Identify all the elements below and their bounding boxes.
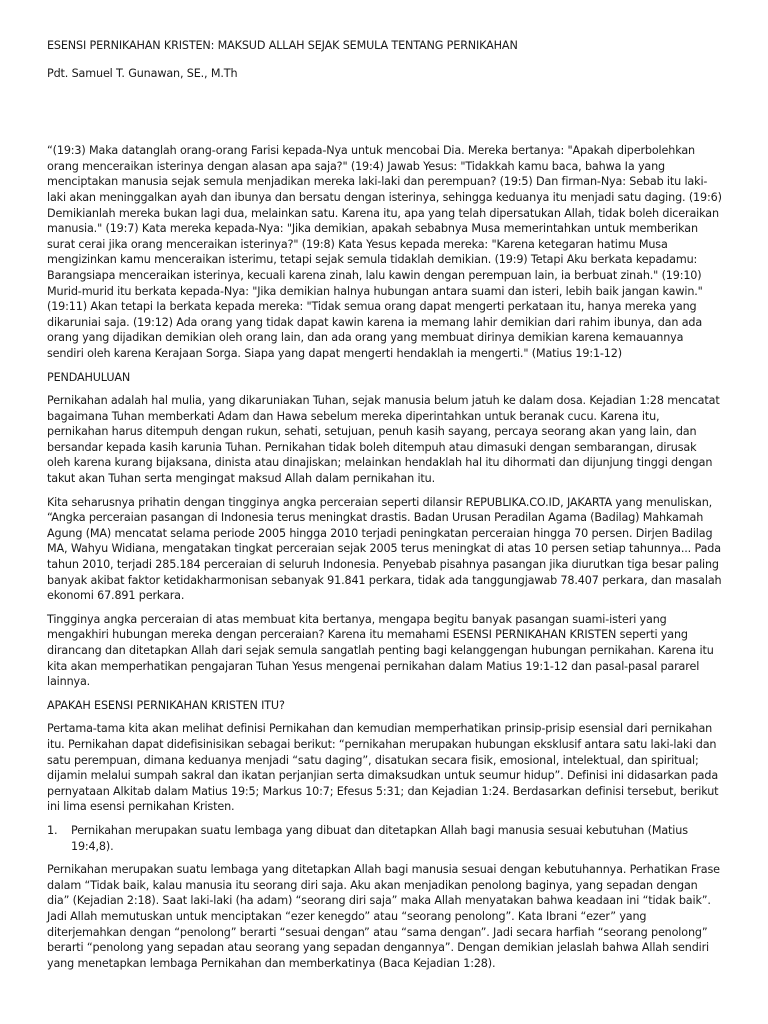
section-heading-esensi: APAKAH ESENSI PERNIKAHAN KRISTEN ITU?: [47, 698, 285, 712]
document-title: ESENSI PERNIKAHAN KRISTEN: MAKSUD ALLAH SEJAK SEMULA TENTANG PERNIKAHAN: [47, 39, 518, 52]
paragraph-intro-3: Tingginya angka perceraian di atas membuat kita bertanya, mengapa begitu banyak pasangan suami-isteri yang mengakhiri hubungan mereka dengan perceraian? Karena itu memahami ESENSI PERNIKAHAN KRISTEN seperti yang dirancang dan ditetapkan Allah dari sejak semula sangatlah penting bagi kelanggengan hubungan pernikahan. Karena itu kita akan memperhatikan pengajaran Tuhan Yesus mengenai pernikahan dalam Matius 19:1-12 dan pasal-pasal pararel lainnya.: [47, 612, 714, 689]
document-author: Pdt. Samuel T. Gunawan, SE., M.Th: [47, 66, 238, 80]
paragraph-intro-1: Pernikahan adalah hal mulia, yang dikaruniakan Tuhan, sejak manusia belum jatuh ke dalam dosa. Kejadian 1:28 mencatat bagaimana Tuhan memberkati Adam dan Hawa sebelum mereka diperintahkan untuk beranak cucu. Karena itu, pernikahan harus ditempuh dengan rukun, sehati, setujuan, penuh kasih sayang, percaya seorang akan yang lain, dan bersandar kepada kasih karunia Tuhan. Pernikahan tidak boleh ditempuh atau dimasuki dengan sembarangan, dirusak oleh karena kurang bijaksana, dinista atau dinajiskan; melainkan hendaklah hal itu dihormati dan dijunjung tinggi dengan takut akan Tuhan serta mengingat maksud Allah dalam pernikahan itu.: [47, 394, 720, 486]
point-text: Pernikahan merupakan suatu lembaga yang dibuat dan ditetapkan Allah bagi manusia sesuai kebutuhan (Matius 19:4,8).: [71, 823, 688, 853]
paragraph-point-1: Pernikahan merupakan suatu lembaga yang ditetapkan Allah bagi manusia sesuai dengan kebutuhannya. Perhatikan Frase dalam “Tidak baik, kalau manusia itu seorang diri saja. Aku akan menjadikan penolong baginya, yang sepadan dengan dia” (Kejadian 2:18). Saat laki-laki (ha adam) “seorang diri saja” maka Allah menyatakan bahwa keadaan ini “tidak baik”. Jadi Allah memutuskan untuk menciptakan “ezer kenegdo” atau “seorang penolong”. Kata Ibrani “ezer” yang diterjemahkan dengan “penolong” berarti “sesuai dengan” atau “sama dengan”. Jadi secara harfiah “seorang penolong” berarti “penolong yang sepadan atau seorang yang sepadan dengannya”. Dengan demikian jelaslah bahwa Allah sendiri yang menetapkan lembaga Pernikahan dan memberkatinya (Baca Kejadian 1:28).: [47, 863, 720, 970]
paragraph-essence-1: Pertama-tama kita akan melihat definisi Pernikahan dan kemudian memperhatikan prinsip-prisip esensial dari pernikahan itu. Pernikahan dapat didefisinisikan sebagai berikut: “pernikahan merupakan hubungan eksklusif antara satu laki-laki dan satu perempuan, dimana keduanya menjadi “satu daging”, disatukan secara fisik, emosional, intelektual, dan spiritual; dijamin melalui sumpah sakral dan ikatan perjanjian serta dimaksudkan untuk seumur hidup”. Definisi ini didasarkan pada pernyataan Alkitab dalam Matius 19:5; Markus 10:7; Efesus 5:31; dan Kejadian 1:24. Berdasarkan definisi tersebut, berikut ini lima esensi pernikahan Kristen.: [47, 722, 719, 814]
scripture-quote: “(19:3) Maka datanglah orang-orang Farisi kepada-Nya untuk mencobai Dia. Mereka bertanya: "Apakah diperbolehkan orang menceraikan isterinya dengan alasan apa saja?" (19:4) Jawab Yesus: "Tidakkah kamu baca, bahwa Ia yang menciptakan manusia sejak semula menjadikan mereka laki-laki dan perempuan? (19:5) Dan firman-Nya: Sebab itu laki-laki akan meninggalkan ayah dan ibunya dan bersatu dengan isterinya, sehingga keduanya itu menjadi satu daging. (19:6) Demikianlah mereka bukan lagi dua, melainkan satu. Karena itu, apa yang telah dipersatukan Allah, tidak boleh diceraikan manusia." (19:7) Kata mereka kepada-Nya: "Jika demikian, apakah sebabnya Musa memerintahkan untuk memberikan surat cerai jika orang menceraikan isterinya?" (19:8) Kata Yesus kepada mereka: "Karena ketegaran hatimu Musa mengizinkan kamu menceraikan isterimu, tetapi sejak semula tidaklah demikian. (19:9) Tetapi Aku berkata kepadamu: Barangsiapa menceraikan isterinya, kecuali karena zinah, lalu kawin dengan perempuan lain, ia berbuat zinah." (19:10) Murid-murid itu berkata kepada-Nya: "Jika demikian halnya hubungan antara suami dan isteri, lebih baik jangan kawin." (19:11) Akan tetapi Ia berkata kepada mereka: "Tidak semua orang dapat mengerti perkataan itu, hanya mereka yang dikaruniai saja. (19:12) Ada orang yang tidak dapat kawin karena ia memang lahir demikian dari rahim ibunya, dan ada orang yang dijadikan demikian oleh orang lain, dan ada orang yang membuat dirinya demikian karena kemauannya sendiri oleh karena Kerajaan Sorga. Siapa yang dapat mengerti hendaklah ia mengerti." (Matius 19:1-12): [47, 144, 722, 360]
numbered-point-1: [47, 823, 723, 854]
paragraph-intro-2: Kita seharusnya prihatin dengan tingginya angka perceraian seperti dilansir REPUBLIKA.CO.ID, JAKARTA yang menuliskan, “Angka perceraian pasangan di Indonesia terus meningkat drastis. Badan Urusan Peradilan Agama (Badilag) Mahkamah Agung (MA) mencatat selama periode 2005 hingga 2010 terjadi peningkatan perceraian hingga 70 persen. Dirjen Badilag MA, Wahyu Widiana, mengatakan tingkat perceraian sejak 2005 terus meningkat di atas 10 persen setiap tahunnya... Pada tahun 2010, terjadi 285.184 perceraian di seluruh Indonesia. Penyebab pisahnya pasangan jika diurutkan tiga besar paling banyak akibat faktor ketidakharmonisan sebanyak 91.841 perkara, tidak ada tanggungjawab 78.407 perkara, dan masalah ekonomi 67.891 perkara.: [47, 495, 722, 603]
point-number: 1.: [47, 823, 58, 837]
section-heading-pendahuluan: PENDAHULUAN: [47, 370, 131, 384]
document-page: [47, 38, 723, 971]
